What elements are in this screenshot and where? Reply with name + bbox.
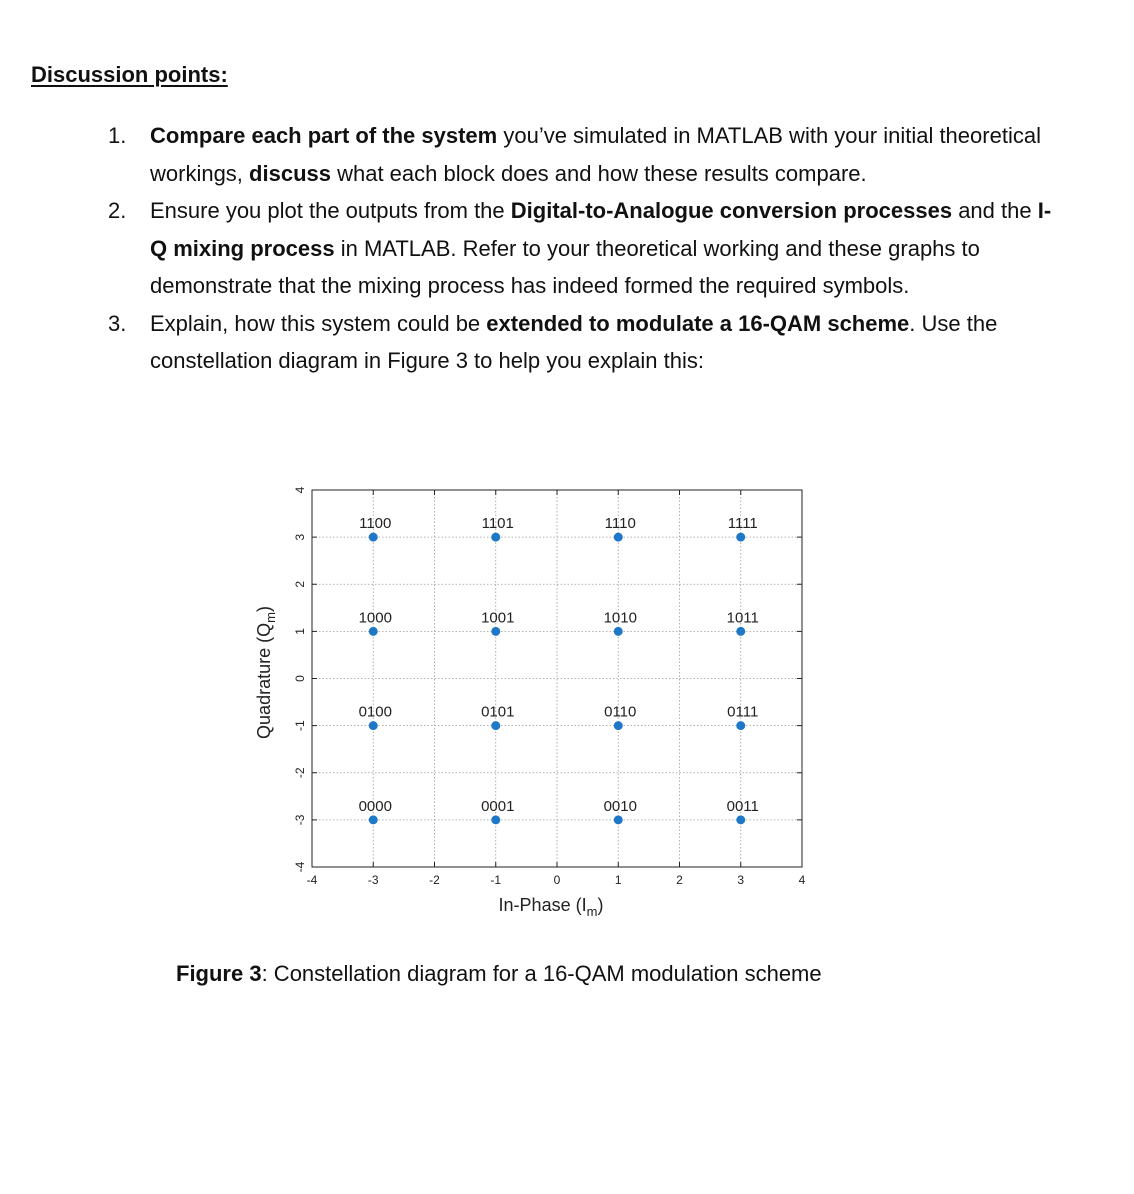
point-text: . Use the constellation diagram in Figure 3 to help you explain this: xyxy=(150,310,998,373)
y-axis-label-end: ) xyxy=(254,606,274,613)
y-tick-label: 1 xyxy=(293,628,307,635)
x-axis-label-end: ) xyxy=(597,895,604,915)
point-text: discuss xyxy=(249,160,331,186)
constellation-point xyxy=(736,533,745,542)
constellation-point xyxy=(614,627,623,636)
x-tick-label: -1 xyxy=(490,873,502,887)
point-label: 0100 xyxy=(358,703,392,721)
point-label: 0111 xyxy=(727,703,759,721)
y-axis-label: Quadrature $(Q_m)$ xyxy=(254,606,278,739)
y-tick-label: -4 xyxy=(293,861,307,873)
point-number: 3. xyxy=(108,310,127,336)
constellation-point xyxy=(369,627,378,636)
point-label: 0011 xyxy=(726,797,759,815)
point-text: Ensure you plot the outputs from the xyxy=(150,198,511,223)
constellation-point xyxy=(491,721,500,730)
constellation-point xyxy=(614,815,623,824)
point-label: 1001 xyxy=(481,609,515,627)
point-text: and the xyxy=(952,198,1038,223)
point-label: 1000 xyxy=(358,609,392,627)
discussion-point-2 xyxy=(108,192,1068,305)
point-text: in MATLAB. Refer to your theoretical working and these graphs to demonstrate that the mixing process has indeed formed the required symbols. xyxy=(150,235,980,298)
point-label: 1100 xyxy=(359,515,392,533)
point-text: what each block does and how these results compare. xyxy=(330,160,867,186)
x-axis-label-subscript: m xyxy=(586,904,598,919)
point-label: 0000 xyxy=(358,797,392,815)
constellation-point xyxy=(491,533,500,542)
point-number: 2. xyxy=(108,198,127,223)
constellation-point xyxy=(736,627,745,636)
x-tick-label: 4 xyxy=(798,873,806,887)
x-tick-label: 2 xyxy=(676,873,683,887)
x-tick-label: 1 xyxy=(614,873,622,887)
x-axis-label: In-Phase $(I_m)$ xyxy=(498,895,604,919)
constellation-point xyxy=(491,627,500,636)
discussion-list xyxy=(108,117,1068,380)
discussion-heading: Discussion points: xyxy=(31,62,228,87)
discussion-point-3 xyxy=(108,305,1068,380)
point-text: Compare each part of the system xyxy=(150,123,498,148)
y-tick-label: -1 xyxy=(293,720,307,731)
constellation-point xyxy=(614,721,623,730)
point-label: 0110 xyxy=(604,703,637,721)
point-label: 1010 xyxy=(603,609,637,627)
y-tick-label: -3 xyxy=(293,814,307,826)
caption-label: Figure 3 xyxy=(176,961,262,986)
point-text: I-Q mixing process xyxy=(150,198,1052,261)
point-label: 0001 xyxy=(481,797,515,815)
point-text: Digital-to-Analogue conversion processes xyxy=(510,198,953,223)
point-label: 1110 xyxy=(604,515,636,533)
constellation-point xyxy=(369,533,378,542)
figure-caption xyxy=(176,961,822,987)
point-label: 1101 xyxy=(481,515,514,533)
y-tick-label: 4 xyxy=(293,486,307,494)
constellation-point xyxy=(491,815,500,824)
x-tick-label: 3 xyxy=(737,873,745,887)
point-text: you’ve simulated in MATLAB with your initial theoretical workings, xyxy=(150,123,1041,186)
point-text: Explain, how this system could be xyxy=(150,310,487,336)
y-tick-label: 3 xyxy=(293,533,307,541)
constellation-point xyxy=(369,815,378,824)
y-tick-label: -2 xyxy=(293,767,307,779)
x-tick-label: -2 xyxy=(429,873,440,887)
constellation-point xyxy=(614,533,623,542)
x-tick-label: -4 xyxy=(306,873,318,887)
point-label: 0101 xyxy=(481,703,515,721)
point-label: 0010 xyxy=(603,797,637,815)
caption-text: : Constellation diagram for a 16-QAM modulation scheme xyxy=(261,961,822,986)
x-tick-label: 0 xyxy=(553,873,561,887)
constellation-point xyxy=(736,815,745,824)
constellation-point xyxy=(736,721,745,730)
y-tick-label: 2 xyxy=(293,580,307,588)
constellation-chart xyxy=(240,476,840,936)
point-text: extended to modulate a 16-QAM scheme xyxy=(486,310,910,336)
x-tick-label: -3 xyxy=(367,873,379,887)
discussion-point-1 xyxy=(108,117,1068,192)
constellation-point xyxy=(369,721,378,730)
point-number: 1. xyxy=(108,123,127,148)
point-label: 1011 xyxy=(726,609,759,627)
y-tick-label: 0 xyxy=(293,675,307,682)
point-label: 1111 xyxy=(727,515,758,533)
y-axis-label-subscript: m xyxy=(263,612,278,623)
